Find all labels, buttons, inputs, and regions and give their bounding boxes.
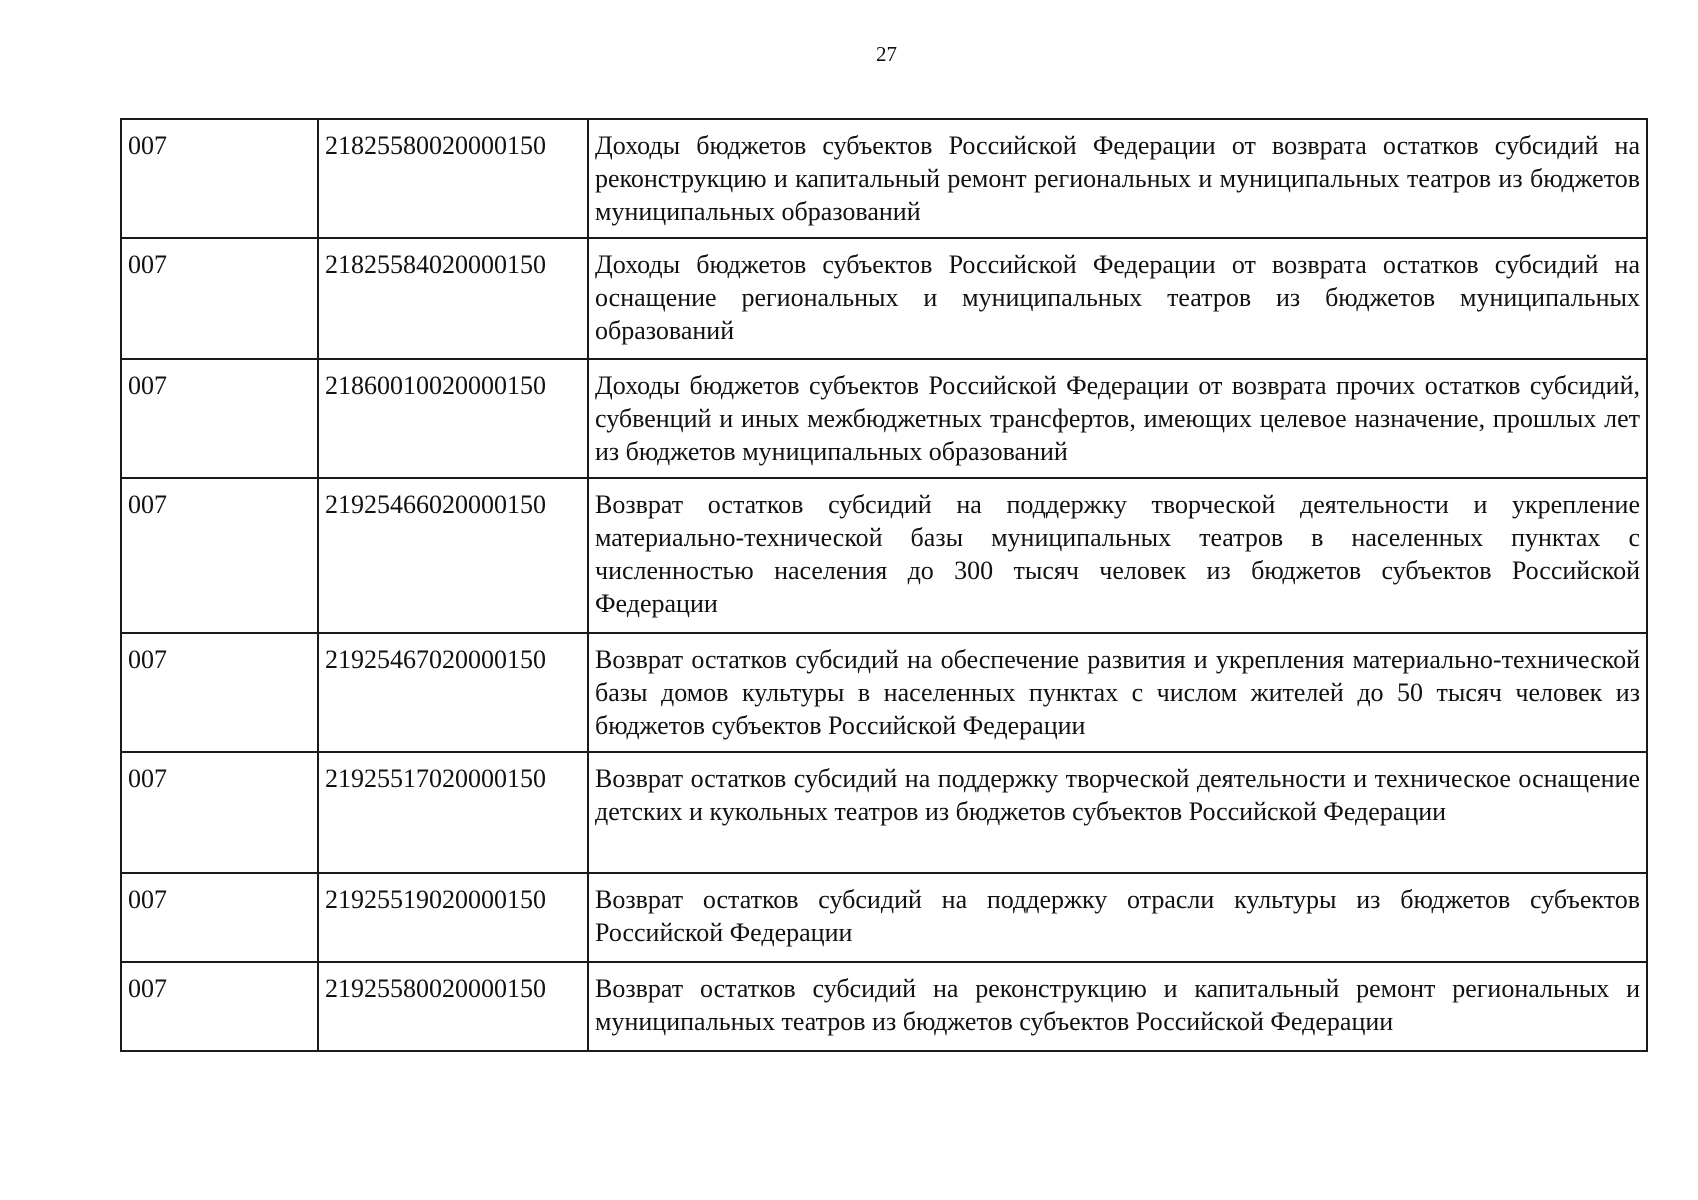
description-cell: Доходы бюджетов субъектов Российской Федерации от возврата прочих остатков субсидий, субвенций и иных межбюджетных трансфертов, имеющих целевое назначение, прошлых лет из бюджетов муниципальных образований xyxy=(588,359,1647,478)
budget-class-code-cell: 21925580020000150 xyxy=(318,962,588,1051)
description-cell: Доходы бюджетов субъектов Российской Федерации от возврата остатков субсидий на оснащение региональных и муниципальных театров из бюджетов муниципальных образований xyxy=(588,238,1647,359)
budget-class-code-cell: 21860010020000150 xyxy=(318,359,588,478)
budget-class-code-cell: 21825584020000150 xyxy=(318,238,588,359)
table-row xyxy=(121,633,1647,752)
description-cell: Доходы бюджетов субъектов Российской Федерации от возврата остатков субсидий на реконструкцию и капитальный ремонт региональных и муниципальных театров из бюджетов муниципальных образований xyxy=(588,119,1647,238)
description-cell: Возврат остатков субсидий на поддержку творческой деятельности и техническое оснащение детских и кукольных театров из бюджетов субъектов Российской Федерации xyxy=(588,752,1647,873)
budget-class-code-cell: 21925517020000150 xyxy=(318,752,588,873)
admin-code-cell: 007 xyxy=(121,633,318,752)
budget-class-code-cell: 21925466020000150 xyxy=(318,478,588,633)
table-row xyxy=(121,359,1647,478)
admin-code-cell: 007 xyxy=(121,478,318,633)
admin-code-cell: 007 xyxy=(121,873,318,962)
description-cell: Возврат остатков субсидий на поддержку творческой деятельности и укрепление материально-технической базы муниципальных театров в населенных пунктах с численностью населения до 300 тысяч человек из бюджетов субъектов Российской Федерации xyxy=(588,478,1647,633)
table-row xyxy=(121,873,1647,962)
admin-code-cell: 007 xyxy=(121,962,318,1051)
budget-codes-table xyxy=(120,118,1648,1052)
admin-code-cell: 007 xyxy=(121,752,318,873)
page-number: 27 xyxy=(876,42,897,66)
admin-code-cell: 007 xyxy=(121,119,318,238)
table-row xyxy=(121,238,1647,359)
table-row xyxy=(121,119,1647,238)
admin-code-cell: 007 xyxy=(121,238,318,359)
budget-class-code-cell: 21925467020000150 xyxy=(318,633,588,752)
description-cell: Возврат остатков субсидий на реконструкцию и капитальный ремонт региональных и муниципальных театров из бюджетов субъектов Российской Федерации xyxy=(588,962,1647,1051)
budget-class-code-cell: 21825580020000150 xyxy=(318,119,588,238)
description-cell: Возврат остатков субсидий на обеспечение развития и укрепления материально-технической базы домов культуры в населенных пунктах с числом жителей до 50 тысяч человек из бюджетов субъектов Российской Федерации xyxy=(588,633,1647,752)
table-row xyxy=(121,962,1647,1051)
description-cell: Возврат остатков субсидий на поддержку отрасли культуры из бюджетов субъектов Российской Федерации xyxy=(588,873,1647,962)
table-row xyxy=(121,478,1647,633)
table-row xyxy=(121,752,1647,873)
budget-class-code-cell: 21925519020000150 xyxy=(318,873,588,962)
admin-code-cell: 007 xyxy=(121,359,318,478)
